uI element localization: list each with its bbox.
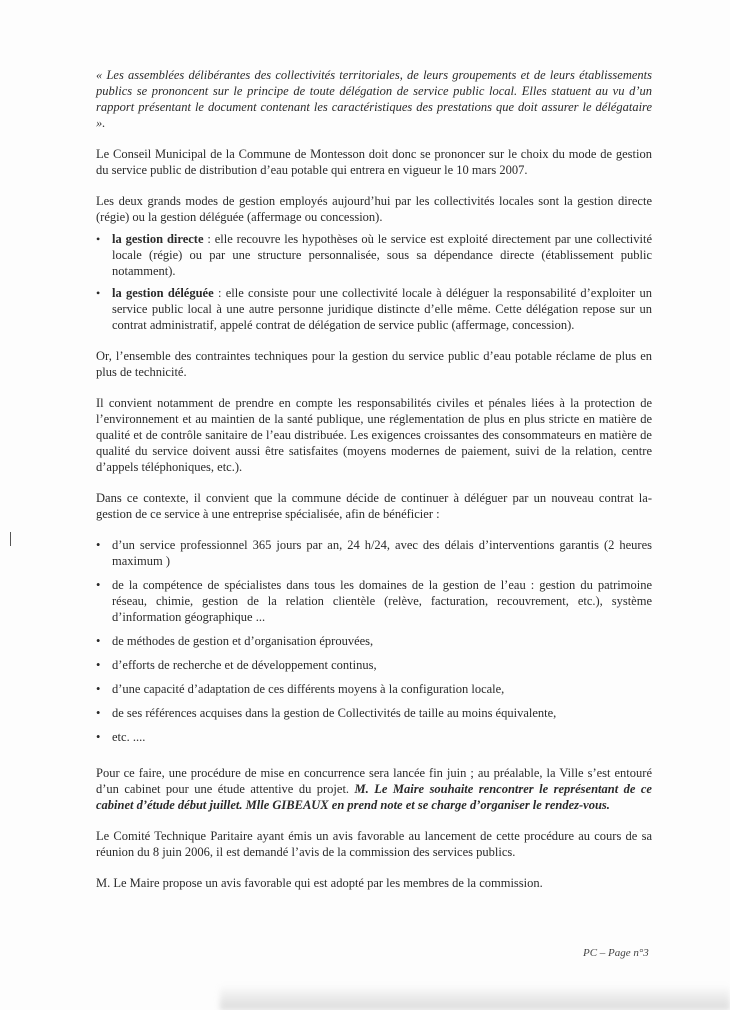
bullet-icon: • <box>96 706 101 720</box>
list-item: • etc. .... <box>96 730 146 744</box>
term-gestion-directe: la gestion directe <box>112 232 204 246</box>
list-item: • de méthodes de gestion et d’organisation éprouvées, <box>96 634 374 648</box>
scan-shadow <box>220 985 730 1010</box>
paragraph-modes: Les deux grands modes de gestion employés aujourd’hui par les collectivités locales sont la gestion directe (régie) ou la gestion déléguée (affermage ou concession). <box>96 194 652 224</box>
definition-gestion-directe <box>96 231 652 279</box>
list-item: • de ses références acquises dans la gestion de Collectivités de taille au moins équivalente, <box>96 706 557 720</box>
list-item: • de la compétence de spécialistes dans tous les domaines de la gestion de l’eau : gestion du patrimoine réseau, chimie, gestion de la relation clientèle (relève, facturation, recouvrement, etc.), système d’information géographique ... <box>96 578 652 624</box>
procedure-emphasis: M. Le Maire souhaite rencontrer le représentant de ce cabinet d’étude début juillet. Mlle GIBEAUX en prend note et se charge d’organiser le rendez-vous. <box>96 782 652 812</box>
document-body <box>96 67 652 891</box>
text-gestion-directe: : elle recouvre les hypothèses où le service est exploité directement par une collectivité locale (régie) ou par une structure personnalisée, sous sa dépendance directe (établissement public notamment). <box>112 232 652 278</box>
bullet-icon: • <box>96 730 101 744</box>
paragraph-conseil: Le Conseil Municipal de la Commune de Montesson doit donc se prononcer sur le choix du mode de gestion du service public de distribution d’eau potable qui entrera en vigueur le 10 mars 2007. <box>96 147 652 177</box>
list-item: • d’une capacité d’adaptation de ces différents moyens à la configuration locale, <box>96 682 505 696</box>
paragraph-comite: Le Comité Technique Paritaire ayant émis un avis favorable au lancement de cette procédure au cours de sa réunion du 8 juin 2006, il est demandé l’avis de la commission des services publics. <box>96 829 652 859</box>
term-gestion-deleguee: la gestion déléguée <box>112 286 214 300</box>
bullet-icon: • <box>96 578 101 592</box>
legal-quote: « Les assemblées délibérantes des collectivités territoriales, de leurs groupements et de leurs établissements publics se prononcent sur le principe de toute délégation de service public local. Elles statuent au vu d’un rapport présentant le document contenant les caractéristiques des prestations que doit assurer le délégataire ». <box>96 68 652 130</box>
paragraph-responsabilites: Il convient notamment de prendre en compte les responsabilités civiles et pénales liées à la protection de l’environnement et au maintien de la santé publique, une réglementation de plus en plus stricte en matière de qualité et de contrôle sanitaire de l’eau distribuée. Les exigences croissantes des consommateurs en matière de qualité du service doivent aussi être satisfaites (moyens modernes de paiement, suivi de la relation, centre d’appels téléphoniques, etc.). <box>96 396 652 474</box>
definition-gestion-deleguee <box>96 285 652 333</box>
bullet-icon: • <box>96 634 101 648</box>
bullet-icon: • <box>96 286 101 300</box>
paragraph-contraintes: Or, l’ensemble des contraintes techniques pour la gestion du service public d’eau potable réclame de plus en plus de technicité. <box>96 349 652 379</box>
bullet-icon: • <box>96 538 101 552</box>
list-item: • d’efforts de recherche et de développement continus, <box>96 658 377 672</box>
bullet-icon: • <box>96 682 101 696</box>
scan-margin-mark <box>10 532 11 546</box>
paragraph-procedure: Pour ce faire, une procédure de mise en concurrence sera lancée fin juin ; au préalable, la Ville s’est entouré d’un cabinet pour une étude attentive du projet. M. Le Maire souhaite rencontrer le représentant de ce cabinet d’étude début juillet. Mlle GIBEAUX en prend note et se charge d’organiser le rendez-vous. <box>96 766 652 812</box>
page-footer: PC – Page n°3 <box>583 947 649 959</box>
list-item: • d’un service professionnel 365 jours par an, 24 h/24, avec des délais d’interventions garantis (2 heures maximum ) <box>96 538 652 568</box>
bullet-icon: • <box>96 658 101 672</box>
paragraph-contexte: Dans ce contexte, il convient que la commune décide de continuer à déléguer par un nouveau contrat la-gestion de ce service à une entreprise spécialisée, afin de bénéficier : <box>96 491 652 521</box>
paragraph-maire: M. Le Maire propose un avis favorable qui est adopté par les membres de la commission. <box>96 876 543 890</box>
text-gestion-deleguee: : elle consiste pour une collectivité locale à déléguer la responsabilité d’exploiter un service public local à une autre personne juridique distincte d’elle même. Cette délégation repose sur un contrat administratif, appelé contrat de délégation de service public (affermage, concession). <box>112 286 652 332</box>
bullet-icon: • <box>96 232 101 246</box>
benefits-list <box>96 537 652 745</box>
